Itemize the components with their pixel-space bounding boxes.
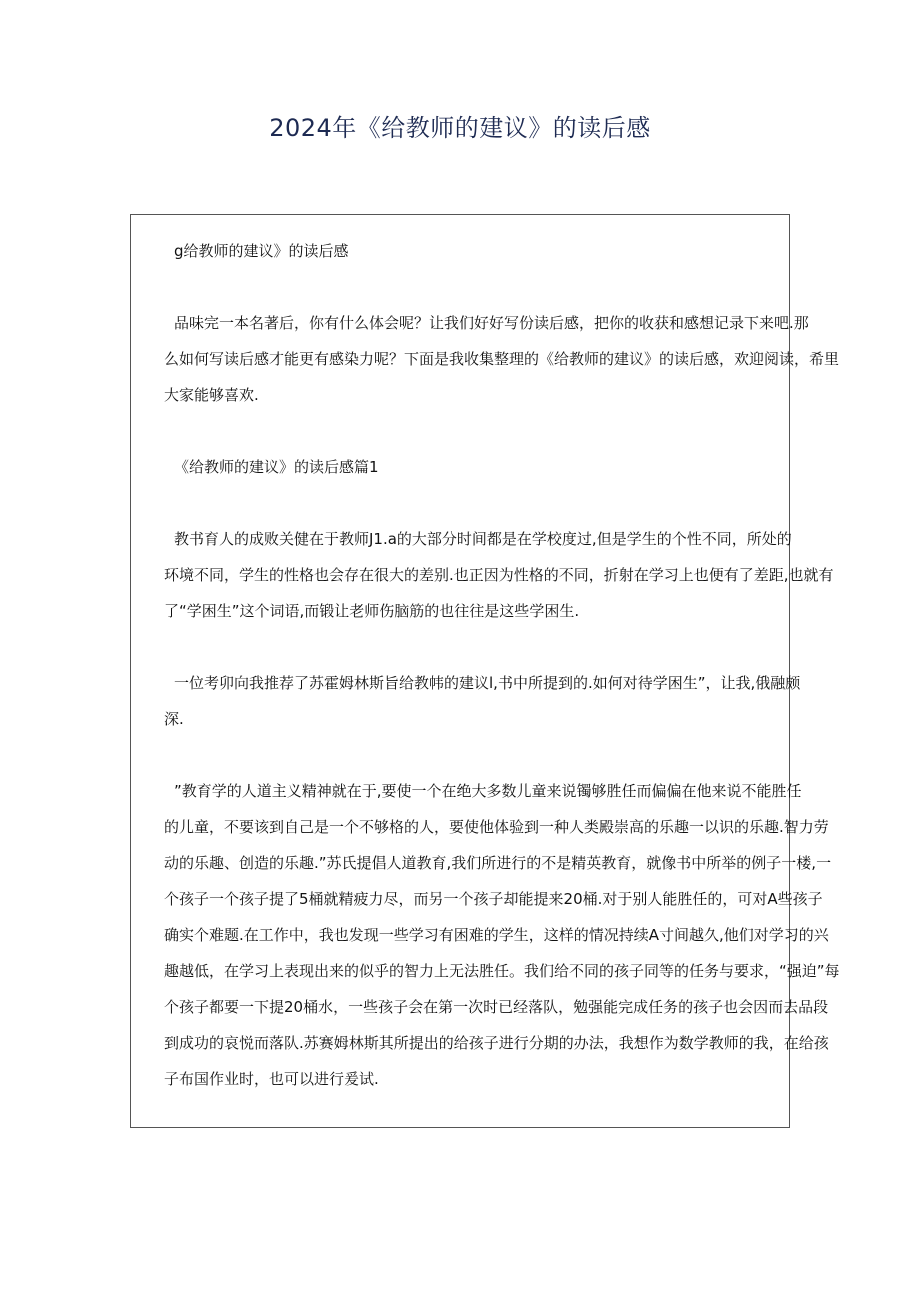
paragraph-line: 子布国作业时，也可以进行爰试. bbox=[164, 1070, 379, 1088]
content-body bbox=[164, 233, 840, 1097]
subtitle: g给教师的建议》的读后感 bbox=[174, 242, 349, 260]
paragraph-line: 动的乐趣、创造的乐趣.”苏氏提倡人道教育,我们所进行的不是精英教育，就像书中所举的例子一楼,一 bbox=[164, 854, 832, 872]
spacer bbox=[164, 269, 794, 305]
intro-line: 大家能够喜欢. bbox=[164, 386, 259, 404]
spacer bbox=[164, 485, 794, 521]
paragraph-line: ”教育学的人道主义精神就在于,要使一个在绝大多数儿童来说镯够胜任而偏偏在他来说不能胜任 bbox=[174, 782, 802, 800]
paragraph-line: 一位考卯向我推荐了苏霍姆林斯旨给教帏的建议l,书中所提到的.如何对待学困生”，让我,俄融颇 bbox=[174, 674, 801, 692]
paragraph-line: 的儿童，不要该到自己是一个不够格的人，要使他体验到一种人类殿崇高的乐趣一以识的乐趣.智力劳 bbox=[164, 818, 829, 836]
spacer bbox=[164, 737, 794, 773]
spacer bbox=[164, 413, 794, 449]
paragraph-line: 教书育人的成败关健在于教师J1.a的大部分时间都是在学校度过,但是学生的个性不同，所处的 bbox=[174, 530, 792, 548]
paragraph-line: 深. bbox=[164, 710, 184, 728]
paragraph-line: 个孩子一个孩子提了5桶就精疲力尽，而另一个孩子却能提来20桶.对于别人能胜任的，可对A些孩子 bbox=[164, 890, 823, 908]
intro-line: 么如何写读后感才能更有感染力呢？下面是我收集整理的《给教师的建议》的读后感，欢迎阅读，希里 bbox=[164, 350, 840, 368]
paragraph-line: 个孩子都要一下提20桶水，一些孩子会在第一次时已经落队，勉强能完成任务的孩子也会因而去品段 bbox=[164, 998, 829, 1016]
intro-line: 品味完一本名著后，你有什么体会呢？让我们好好写份读后感，把你的收获和感想记录下来吧.那 bbox=[174, 314, 809, 332]
paragraph-line: 了“学困生”这个词语,而锻让老师伤脑筋的也往往是这些学困生. bbox=[164, 602, 580, 620]
paragraph-line: 环境不同，学生的性格也会存在很大的差别.也正因为性格的不同，折射在学习上也便有了差距,也就有 bbox=[164, 566, 834, 584]
paragraph-line: 确实个难题.在工作中，我也发现一些学习有困难的学生，这样的情况持续A寸间越久,他们对学习的兴 bbox=[164, 926, 829, 944]
document-title: 2024年《给教师的建议》的读后感 bbox=[269, 114, 651, 142]
spacer bbox=[164, 629, 794, 665]
paragraph-line: 到成功的哀悦而落队.苏赛姆林斯其所提出的给孩子进行分期的办法，我想作为数学教师的我，在给孩 bbox=[164, 1034, 829, 1052]
content-frame bbox=[130, 214, 840, 1128]
paragraph-line: 趣越低，在学习上表现出来的似乎的智力上无法胜任。我们给不同的孩子同等的任务与要求，“强迫”每 bbox=[164, 962, 840, 980]
section-heading: 《给教师的建议》的读后感篇1 bbox=[174, 458, 379, 476]
